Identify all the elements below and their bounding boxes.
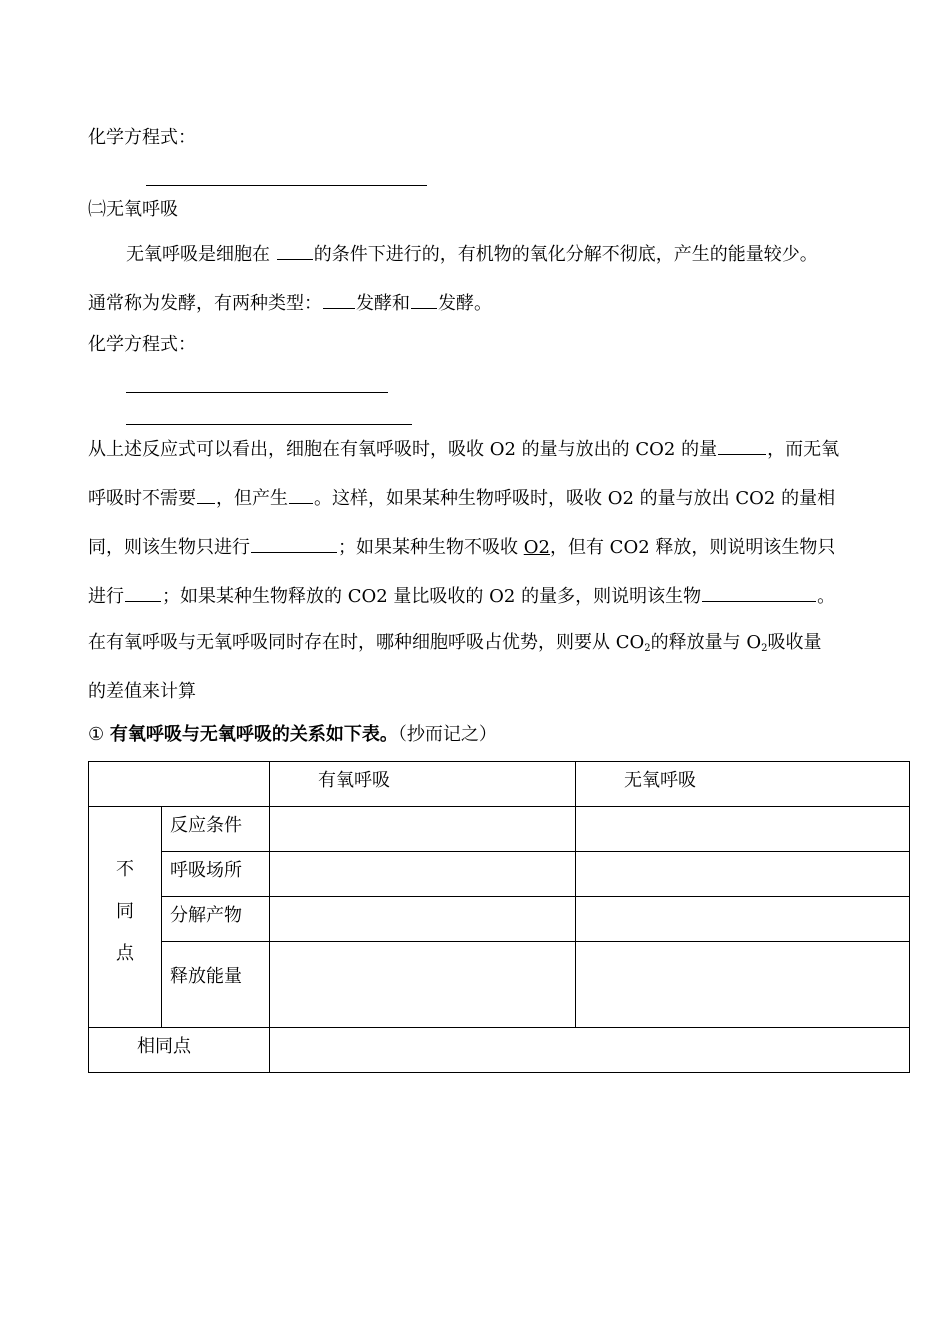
fill-blank[interactable] [289, 485, 313, 504]
equation-heading-2: 化学方程式： [88, 334, 196, 355]
answer-cell[interactable] [270, 807, 576, 852]
answer-cell[interactable] [270, 1028, 910, 1073]
table-header-row [89, 762, 910, 807]
answer-cell[interactable] [576, 942, 910, 1028]
answer-cell[interactable] [576, 897, 910, 942]
answer-cell[interactable] [270, 852, 576, 897]
fill-blank[interactable] [277, 241, 313, 260]
header-aerobic: 有氧呼吸 [270, 762, 576, 807]
fill-blank[interactable] [125, 583, 161, 602]
answer-cell[interactable] [270, 897, 576, 942]
comparison-table [88, 761, 910, 1073]
equation-heading-1: 化学方程式： [88, 127, 196, 148]
answer-cell[interactable] [576, 852, 910, 897]
differences-label: 不 同 点 [89, 807, 162, 1028]
section-title-anaerobic: ㈡无氧呼吸 [88, 199, 178, 220]
table-row [89, 897, 910, 942]
answer-cell[interactable] [576, 807, 910, 852]
fill-blank[interactable] [251, 534, 337, 553]
row-label-energy: 释放能量 [162, 942, 270, 1028]
table-row [89, 807, 910, 852]
table-row [89, 942, 910, 1028]
table-caption: ① 有氧呼吸与无氧呼吸的关系如下表。（抄而记之） [88, 724, 497, 745]
fermentation-types: 通常称为发酵，有两种类型： 发酵和 发酵。 [88, 290, 492, 315]
row-label-location: 呼吸场所 [162, 852, 270, 897]
answer-line-equation-2b[interactable] [126, 424, 412, 425]
row-label-condition: 反应条件 [162, 807, 270, 852]
fill-blank[interactable] [702, 583, 816, 602]
fill-blank[interactable] [411, 290, 437, 309]
fill-blank[interactable] [718, 436, 766, 455]
row-label-products: 分解产物 [162, 897, 270, 942]
table-row [89, 1028, 910, 1073]
row-label-similarities: 相同点 [89, 1028, 270, 1073]
answer-line-equation-2a[interactable] [126, 392, 388, 393]
anaerobic-definition: 无氧呼吸是细胞在 的条件下进行的，有机物的氧化分解不彻底，产生的能量较少。 [126, 241, 818, 266]
table-row [89, 852, 910, 897]
answer-line-equation-1[interactable] [146, 185, 427, 186]
answer-cell[interactable] [270, 942, 576, 1028]
fill-blank[interactable] [197, 485, 215, 504]
fill-blank[interactable] [323, 290, 355, 309]
header-anaerobic: 无氧呼吸 [576, 762, 910, 807]
header-empty-cell [89, 762, 270, 807]
